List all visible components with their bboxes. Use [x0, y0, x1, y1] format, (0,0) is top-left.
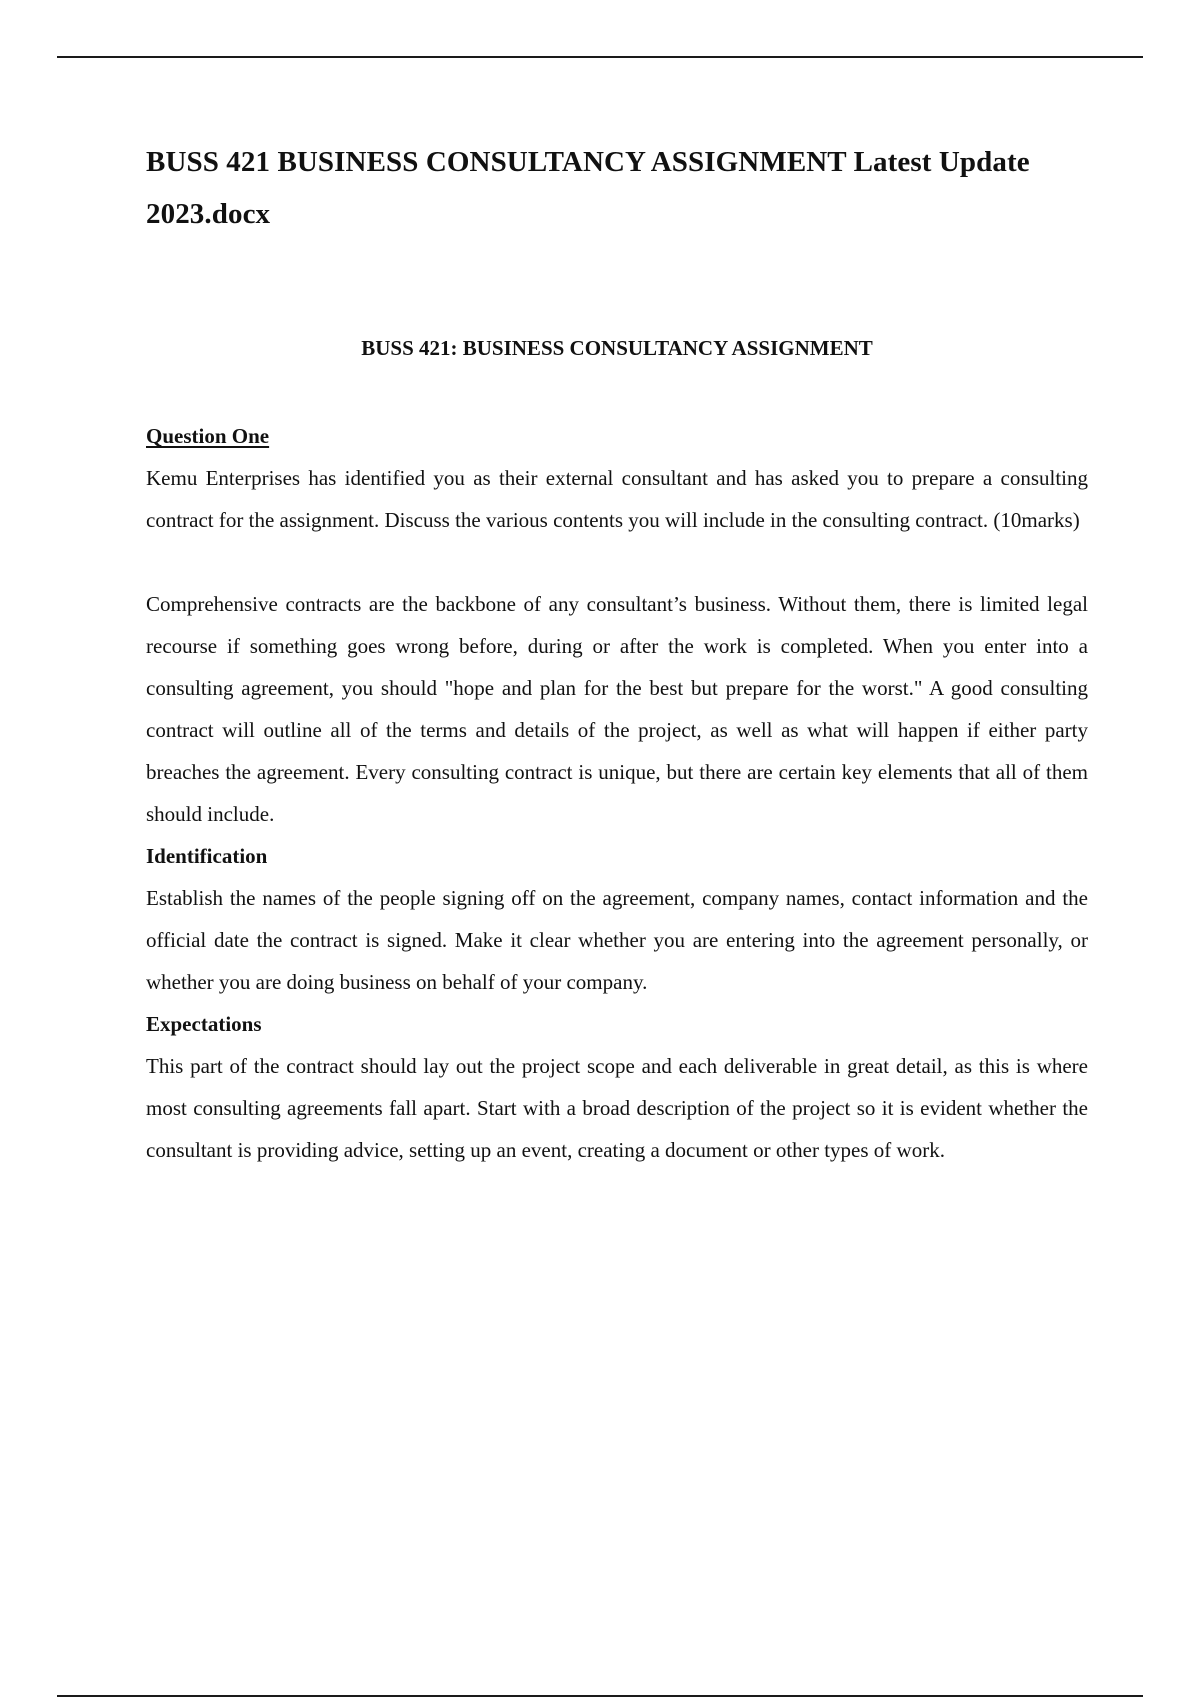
- section-body-expectations: This part of the contract should lay out the project scope and each deliverable in great detail, as this is where most consulting agreements fall apart. Start with a broad description of the project so it is evident whether the consultant is providing advice, setting up an event, creating a document or other types of work.: [146, 1054, 1088, 1162]
- question-heading: Question One: [146, 424, 270, 448]
- paragraph-spacer: [146, 541, 1088, 583]
- section-body-identification: Establish the names of the people signing off on the agreement, company names, contact information and the official date the contract is signed. Make it clear whether you are entering into the agreement personally, or whether you are doing business on behalf of your company.: [146, 886, 1088, 994]
- bottom-divider: [57, 1695, 1143, 1697]
- section-heading-identification: Identification: [146, 844, 268, 868]
- top-divider: [57, 56, 1143, 58]
- intro-paragraph: Comprehensive contracts are the backbone of any consultant’s business. Without them, there is limited legal recourse if something goes wrong before, during or after the work is completed. When you enter into a consulting agreement, you should "hope and plan for the best but prepare for the worst." A good consulting contract will outline all of the terms and details of the project, as well as what will happen if either party breaches the agreement. Every consulting contract is unique, but there are certain key elements that all of them should include.: [146, 592, 1088, 826]
- document-title: BUSS 421 BUSINESS CONSULTANCY ASSIGNMENT Latest Update 2023.docx: [146, 146, 1030, 230]
- section-heading-expectations: Expectations: [146, 1012, 262, 1036]
- question-text: Kemu Enterprises has identified you as their external consultant and has asked you to prepare a consulting contract for the assignment. Discuss the various contents you will include in the consulting contract. (10marks): [146, 466, 1088, 532]
- document-body: [146, 415, 1088, 1171]
- assignment-heading: BUSS 421: BUSINESS CONSULTANCY ASSIGNMENT: [361, 336, 873, 360]
